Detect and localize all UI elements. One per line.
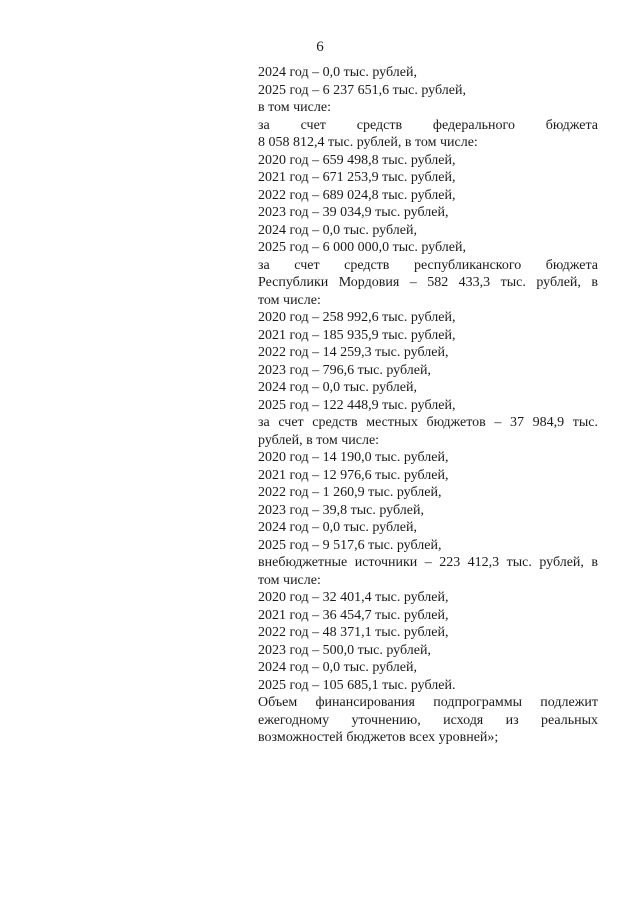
text-line: в том числе:	[258, 100, 331, 115]
text-line: 2024 год – 0,0 тыс. рублей,	[258, 65, 417, 80]
text-line: том числе:	[258, 572, 321, 588]
funding-text-block	[258, 64, 598, 747]
text-line: 2022 год – 48 371,1 тыс. рублей,	[258, 625, 449, 640]
text-line: 2020 год – 32 401,4 тыс. рублей,	[258, 590, 449, 605]
text-line: внебюджетные источники – 223 412,3 тыс. рублей, в	[258, 555, 598, 570]
text-line: 2025 год – 105 685,1 тыс. рублей.	[258, 677, 456, 693]
page-number: 6	[316, 39, 324, 55]
text-line: за счет средств федерального бюджета	[258, 117, 598, 133]
text-line: 2025 год – 6 237 651,6 тыс. рублей,	[258, 82, 466, 98]
text-line: за счет средств местных бюджетов – 37 984,9 тыс.	[258, 415, 598, 430]
text-line: 2021 год – 671 253,9 тыс. рублей,	[258, 170, 456, 185]
text-line: том числе:	[258, 292, 321, 308]
text-line: 2020 год – 258 992,6 тыс. рублей,	[258, 310, 456, 325]
text-line: 2023 год – 796,6 тыс. рублей,	[258, 362, 431, 378]
text-line: 2024 год – 0,0 тыс. рублей,	[258, 520, 417, 535]
text-line: 2021 год – 36 454,7 тыс. рублей,	[258, 607, 449, 623]
text-line: 2021 год – 185 935,9 тыс. рублей,	[258, 327, 456, 343]
text-line: 2025 год – 9 517,6 тыс. рублей,	[258, 537, 442, 553]
text-line: 2025 год – 6 000 000,0 тыс. рублей,	[258, 240, 466, 255]
text-line: 2024 год – 0,0 тыс. рублей,	[258, 380, 417, 395]
text-line: ежегодному уточнению, исходя из реальных	[258, 712, 598, 728]
text-line: 2024 год – 0,0 тыс. рублей,	[258, 660, 417, 675]
text-line: за счет средств республиканского бюджета	[258, 257, 598, 273]
text-line: 2022 год – 689 024,8 тыс. рублей,	[258, 187, 456, 203]
text-line: 2023 год – 500,0 тыс. рублей,	[258, 642, 431, 658]
text-line: 2023 год – 39,8 тыс. рублей,	[258, 502, 424, 518]
text-line: 2020 год – 14 190,0 тыс. рублей,	[258, 450, 449, 465]
text-line: 2024 год – 0,0 тыс. рублей,	[258, 222, 417, 238]
text-line: 2021 год – 12 976,6 тыс. рублей,	[258, 467, 449, 483]
text-line: Республики Мордовия – 582 433,3 тыс. рублей, в	[258, 275, 598, 290]
text-line: 2023 год – 39 034,9 тыс. рублей,	[258, 205, 449, 220]
text-line: рублей, в том числе:	[258, 432, 380, 448]
text-line: 8 058 812,4 тыс. рублей, в том числе:	[258, 135, 478, 150]
text-line: 2020 год – 659 498,8 тыс. рублей,	[258, 152, 456, 168]
text-line: Объем финансирования подпрограммы подлежит	[258, 695, 598, 710]
text-line: возможностей бюджетов всех уровней»;	[258, 730, 499, 745]
text-line: 2022 год – 1 260,9 тыс. рублей,	[258, 485, 442, 500]
text-line: 2025 год – 122 448,9 тыс. рублей,	[258, 397, 456, 413]
text-line: 2022 год – 14 259,3 тыс. рублей,	[258, 345, 449, 360]
